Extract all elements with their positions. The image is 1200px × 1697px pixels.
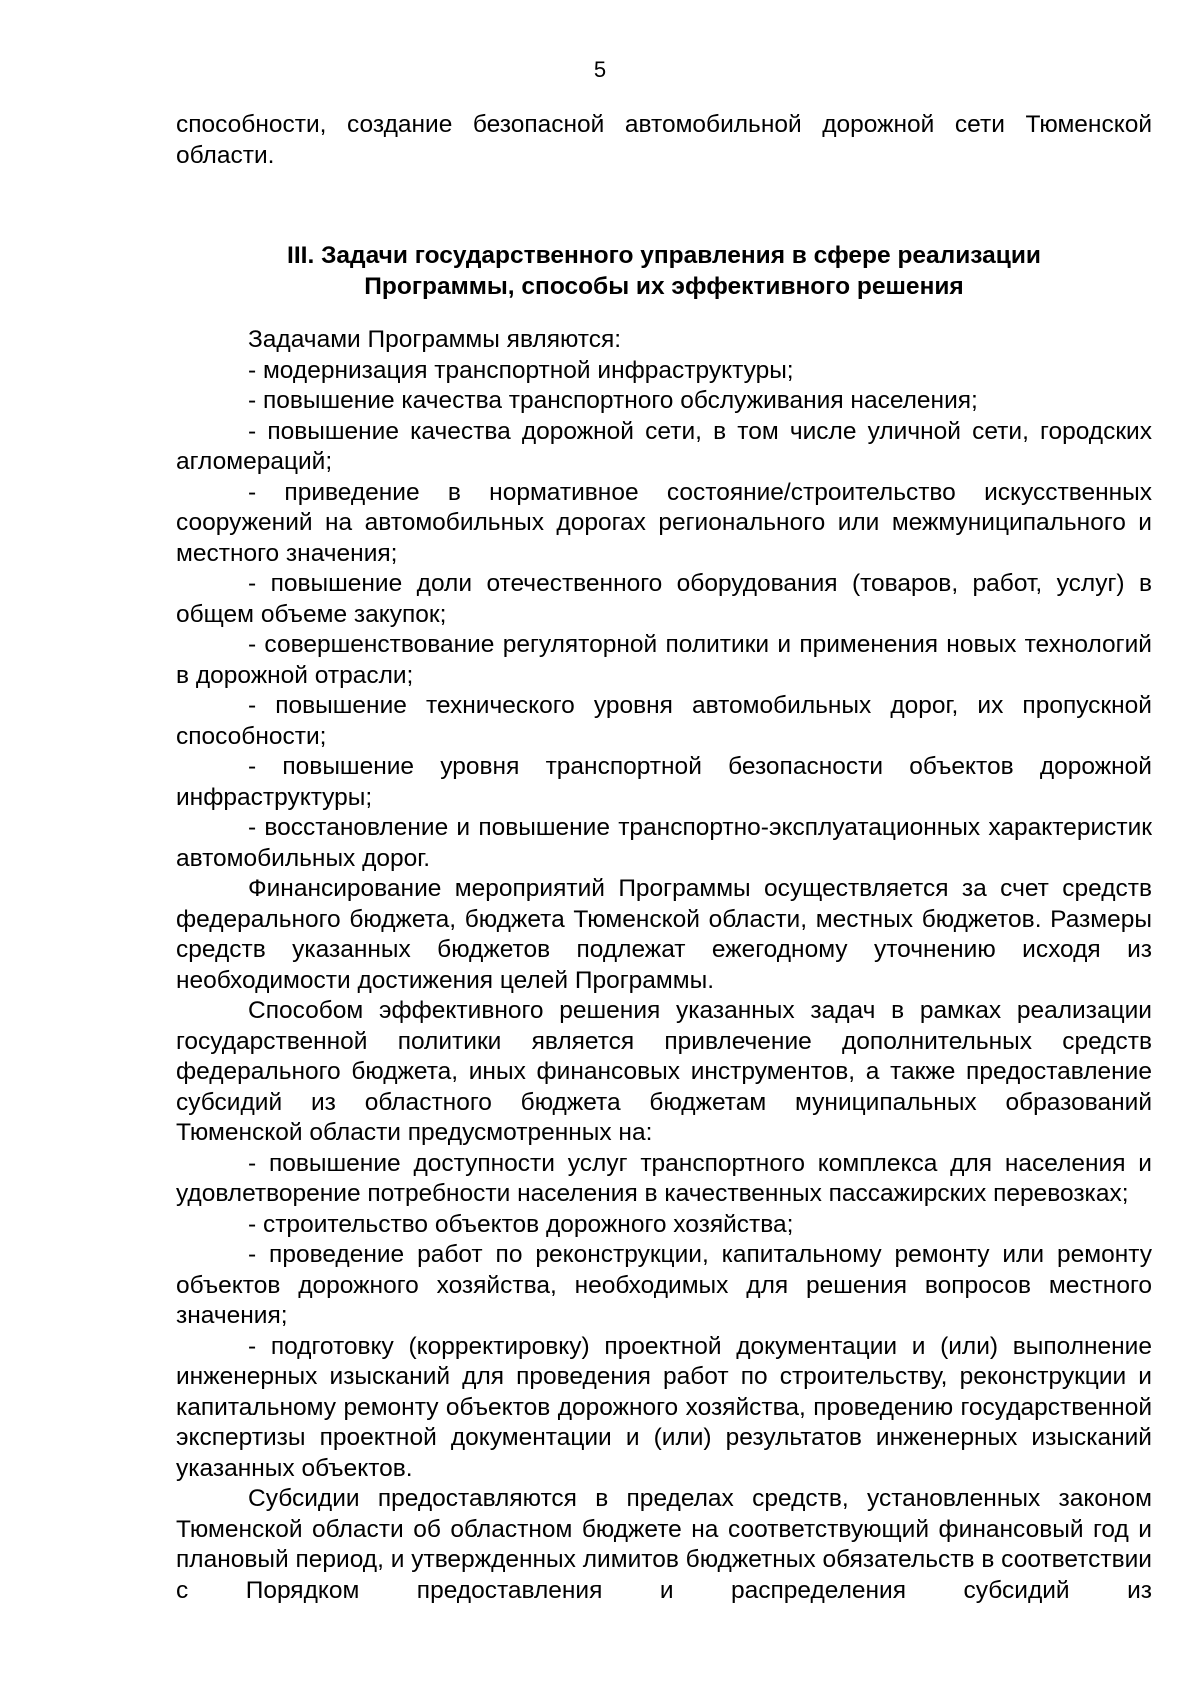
body-text [176, 325, 1152, 1606]
section-heading [176, 240, 1152, 302]
intro-paragraph-block [176, 110, 1152, 171]
page-number: 5 [593, 57, 607, 82]
task-item: - модернизация транспортной инфраструктуры; [248, 356, 794, 384]
financing-paragraph: Финансирование мероприятий Программы осуществляется за счет средств федерального бюджета, бюджета Тюменской области, местных бюджетов. Размеры средств указанных бюджетов подлежат ежегодному уточнению исходя из необходимости достижения целей Программы. [176, 875, 1152, 994]
task-item: - повышение доли отечественного оборудования (товаров, работ, услуг) в общем объеме закупок; [176, 570, 1152, 628]
subsidy-item: - строительство объектов дорожного хозяйства; [248, 1210, 794, 1238]
task-item: - повышение качества транспортного обслуживания населения; [248, 387, 978, 414]
task-item: - повышение уровня транспортной безопасности объектов дорожной инфраструктуры; [176, 753, 1152, 811]
task-item: - приведение в нормативное состояние/строительство искусственных сооружений на автомобильных дорогах регионального или межмуниципального и местного значения; [176, 478, 1152, 567]
subsidy-item: - проведение работ по реконструкции, капитальному ремонту или ремонту объектов дорожного хозяйства, необходимых для решения вопросов местного значения; [176, 1241, 1152, 1329]
intro-paragraph: способности, создание безопасной автомобильной дорожной сети Тюменской области. [176, 111, 1152, 169]
section-heading-line-1: III. Задачи государственного управления в сфере реализации [287, 242, 1041, 269]
task-item: - совершенствование регуляторной политики и применения новых технологий в дорожной отрасли; [176, 631, 1152, 689]
section-heading-line-2: Программы, способы их эффективного решения [364, 273, 964, 300]
subsidy-item: - подготовку (корректировку) проектной документации и (или) выполнение инженерных изысканий для проведения работ по строительству, реконструкции и капитальному ремонту объектов дорожного хозяйства, проведению государственной экспертизы проектной документации и (или) результатов инженерных изысканий указанных объектов. [176, 1332, 1152, 1482]
subsidies-closing-paragraph: Субсидии предоставляются в пределах средств, установленных законом Тюменской области об областном бюджете на соответствующий финансовый год и плановый период, и утвержденных лимитов бюджетных обязательств в соответствии с Порядком предоставления и распределения субсидий из [176, 1485, 1152, 1604]
task-item: - повышение качества дорожной сети, в том числе уличной сети, городских агломераций; [176, 417, 1152, 475]
tasks-intro: Задачами Программы являются: [248, 326, 622, 353]
task-item: - восстановление и повышение транспортно-эксплуатационных характеристик автомобильных дорог. [176, 814, 1152, 872]
method-paragraph: Способом эффективного решения указанных задач в рамках реализации государственной политики является привлечение дополнительных средств федерального бюджета, иных финансовых инструментов, а также предоставление субсидий из областного бюджета бюджетам муниципальных образований Тюменской области предусмотренных на: [176, 997, 1152, 1146]
subsidy-item: - повышение доступности услуг транспортного комплекса для населения и удовлетворение потребности населения в качественных пассажирских перевозках; [176, 1149, 1152, 1207]
task-item: - повышение технического уровня автомобильных дорог, их пропускной способности; [176, 692, 1152, 750]
